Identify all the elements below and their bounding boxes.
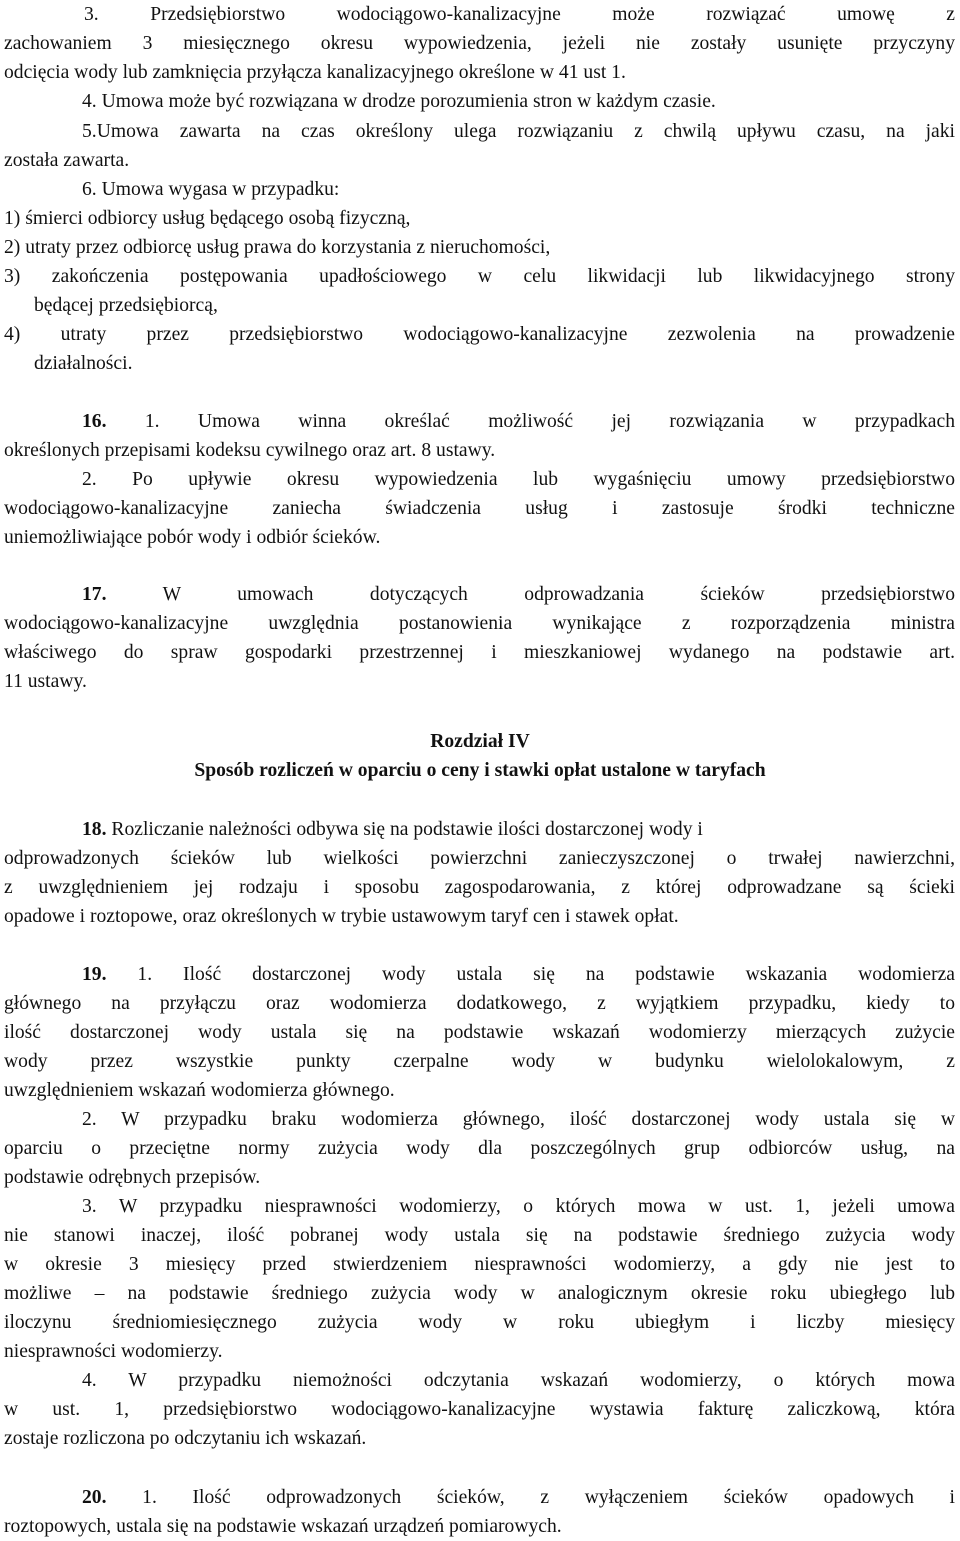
text-line: uniemożliwiające pobór wody i odbiór ścieków. bbox=[4, 527, 381, 548]
text-line: odprowadzonych ścieków lub wielkości powierzchni zanieczyszczonej o trwałej nawierzchni, bbox=[4, 848, 955, 869]
text-line: odcięcia wody lub zamknięcia przyłącza kanalizacyjnego określone w 41 ust 1. bbox=[4, 62, 626, 83]
text-line: podstawie odrębnych przepisów. bbox=[4, 1167, 261, 1188]
section-number: 18. bbox=[82, 819, 107, 840]
text-line: 11 ustawy. bbox=[4, 671, 87, 692]
text-line: w okresie 3 miesięcy przed stwierdzeniem niesprawności wodomierzy, a gdy nie jest to bbox=[4, 1254, 955, 1275]
chapter-title: Sposób rozliczeń w oparciu o ceny i stawki opłat ustalone w taryfach bbox=[194, 760, 766, 781]
text-line: zachowaniem 3 miesięcznego okresu wypowiedzenia, jeżeli nie zostały usunięte przyczyny bbox=[4, 33, 955, 54]
section-text: W umowach dotyczących odprowadzania ścieków przedsiębiorstwo bbox=[106, 584, 955, 605]
text-line: została zawarta. bbox=[4, 150, 130, 171]
text-line: opadowe i roztopowe, oraz określonych w trybie ustawowym taryf cen i stawek opłat. bbox=[4, 906, 679, 927]
section-19-line bbox=[82, 960, 955, 989]
text-line: z uwzględnieniem jej rodzaju i sposobu zagospodarowania, z której odprowadzane są ścieki bbox=[4, 877, 955, 898]
text-line bbox=[4, 0, 955, 29]
text-line: iloczynu średniomiesięcznego zużycia wody w roku ubiegłym i liczby miesięcy bbox=[4, 1312, 955, 1333]
section-text: 1. Umowa winna określać możliwość jej rozwiązania w przypadkach bbox=[106, 411, 955, 432]
text-line: w ust. 1, przedsiębiorstwo wodociągowo-kanalizacyjne wystawia fakturę zaliczkową, która bbox=[4, 1399, 955, 1420]
section-17-line bbox=[82, 580, 955, 609]
section-text: 1. Ilość dostarczonej wody ustala się na podstawie wskazania wodomierza bbox=[106, 964, 955, 985]
section-20-line bbox=[82, 1483, 955, 1512]
text-line: nie stanowi inaczej, ilość pobranej wody ustala się na podstawie średniego zużycia wody bbox=[4, 1225, 955, 1246]
list-item: 2) utraty przez odbiorcę usług prawa do korzystania z nieruchomości, bbox=[4, 237, 551, 258]
text-line: 3. W przypadku niesprawności wodomierzy, o których mowa w ust. 1, jeżeli umowa bbox=[82, 1196, 955, 1217]
text-line: 2. Po upływie okresu wypowiedzenia lub wygaśnięciu umowy przedsiębiorstwo bbox=[82, 469, 955, 490]
text-line: 4. Umowa może być rozwiązana w drodze porozumienia stron w każdym czasie. bbox=[82, 91, 716, 112]
text-line: głównego na przyłączu oraz wodomierza dodatkowego, z wyjątkiem przypadku, kiedy to bbox=[4, 993, 955, 1014]
text-line: oparciu o przeciętne normy zużycia wody dla poszczególnych grup odbiorców usług, na bbox=[4, 1138, 955, 1159]
text-line: wody przez wszystkie punkty czerpalne wody w budynku wielolokalowym, z bbox=[4, 1051, 955, 1072]
list-item-continuation: działalności. bbox=[34, 353, 133, 374]
paragraph-3-line: 3. Przedsiębiorstwo wodociągowo-kanalizacyjne może rozwiązać umowę z bbox=[84, 4, 955, 25]
chapter-heading: Rozdział IV bbox=[430, 731, 530, 752]
text-line: 4. W przypadku niemożności odczytania wskazań wodomierzy, o których mowa bbox=[82, 1370, 955, 1391]
list-item-continuation: będącej przedsiębiorcą, bbox=[34, 295, 218, 316]
list-item: 1) śmierci odbiorcy usług będącego osobą fizyczną, bbox=[4, 208, 411, 229]
list-item: 4) utraty przez przedsiębiorstwo wodociągowo-kanalizacyjne zezwolenia na prowadzenie bbox=[4, 324, 955, 345]
section-text: Rozliczanie należności odbywa się na podstawie ilości dostarczonej wody i bbox=[106, 819, 703, 840]
text-line: 6. Umowa wygasa w przypadku: bbox=[82, 179, 340, 200]
section-number: 20. bbox=[82, 1487, 107, 1508]
text-line: roztopowych, ustala się na podstawie wskazań urządzeń pomiarowych. bbox=[4, 1516, 562, 1537]
text-line: ilość dostarczonej wody ustala się na podstawie wskazań wodomierzy mierzących zużycie bbox=[4, 1022, 955, 1043]
list-item: 3) zakończenia postępowania upadłościowego w celu likwidacji lub likwidacyjnego strony bbox=[4, 266, 955, 287]
text-line: 2. W przypadku braku wodomierza głównego, ilość dostarczonej wody ustala się w bbox=[82, 1109, 955, 1130]
section-16-line bbox=[82, 407, 955, 436]
text-line: 5.Umowa zawarta na czas określony ulega rozwiązaniu z chwilą upływu czasu, na jaki bbox=[82, 121, 955, 142]
text-line: zostaje rozliczona po odczytaniu ich wskazań. bbox=[4, 1428, 367, 1449]
section-text: 1. Ilość odprowadzonych ścieków, z wyłączeniem ścieków opadowych i bbox=[106, 1487, 955, 1508]
section-number: 16. bbox=[82, 411, 107, 432]
section-number: 19. bbox=[82, 964, 107, 985]
text-line: uwzględnieniem wskazań wodomierza głównego. bbox=[4, 1080, 395, 1101]
text-line: niesprawności wodomierzy. bbox=[4, 1341, 223, 1362]
text-line: możliwe – na podstawie średniego zużycia wody w analogicznym okresie roku ubiegłego lub bbox=[4, 1283, 955, 1304]
text-line: wodociągowo-kanalizacyjne zaniecha świadczenia usług i zastosuje środki techniczne bbox=[4, 498, 955, 519]
section-18-line bbox=[82, 815, 703, 844]
text-line: określonych przepisami kodeksu cywilnego oraz art. 8 ustawy. bbox=[4, 440, 496, 461]
text-line: właściwego do spraw gospodarki przestrzennej i mieszkaniowej wydanego na podstawie art. bbox=[4, 642, 955, 663]
text-line: wodociągowo-kanalizacyjne uwzględnia postanowienia wynikające z rozporządzenia ministra bbox=[4, 613, 955, 634]
section-number: 17. bbox=[82, 584, 107, 605]
